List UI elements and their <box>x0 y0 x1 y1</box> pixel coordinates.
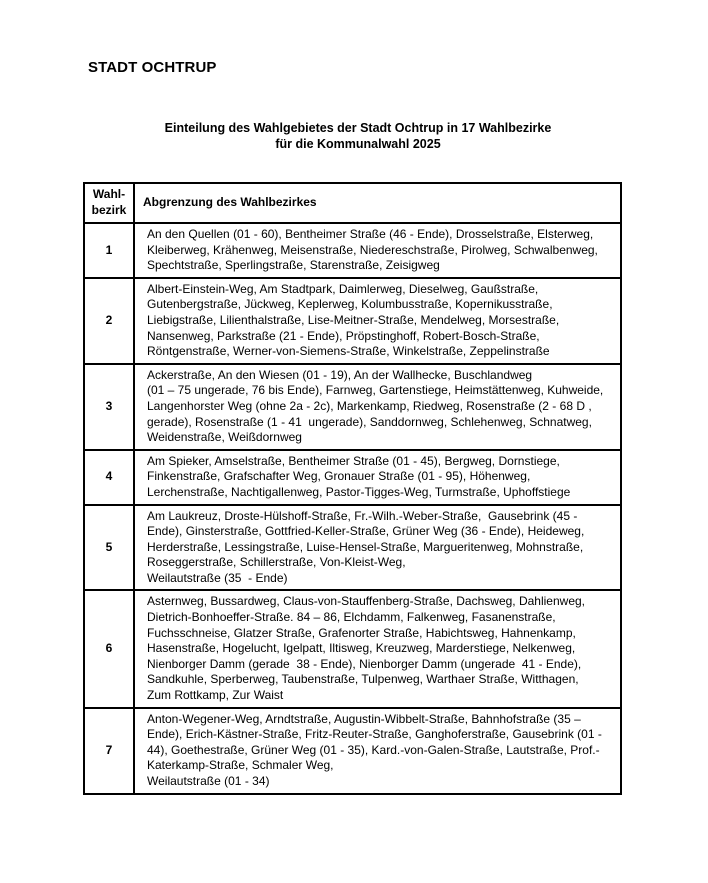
boundary-line: Röntgenstraße, Werner-von-Siemens-Straße, Winkelstraße, Zeppelinstraße <box>147 344 550 359</box>
boundary-line: Kleiberweg, Krähenweg, Meisenstraße, Niedereschstraße, Pirolweg, Schwalbenweg, <box>147 242 598 257</box>
boundary-line: Roseggerstraße, Schillerstraße, Von-Kleist-Weg, <box>147 555 406 570</box>
district-boundary <box>134 505 621 591</box>
table-row <box>84 278 621 364</box>
title-line-1: Einteilung des Wahlgebietes der Stadt Ochtrup in 17 Wahlbezirke <box>164 121 552 135</box>
boundary-line: Weilautstraße (01 - 34) <box>147 774 270 788</box>
boundary-line: (01 – 75 ungerade, 76 bis Ende), Farnweg, Gartenstiege, Heimstättenweg, Kuhweide, <box>147 383 604 398</box>
boundary-line: Ackerstraße, An den Wiesen (01 - 19), An der Wallhecke, Buschlandweg <box>147 367 533 382</box>
table-row <box>84 708 621 794</box>
district-number: 3 <box>84 364 134 450</box>
boundary-line: Finkenstraße, Grafschafter Weg, Gronauer Straße (01 - 95), Höhenweg, <box>147 469 531 484</box>
district-boundary <box>134 708 621 794</box>
boundary-line: Anton-Wegener-Weg, Arndtstraße, Augustin-Wibbelt-Straße, Bahnhofstraße (35 – <box>147 711 581 726</box>
document-title <box>0 120 708 152</box>
district-number: 4 <box>84 450 134 505</box>
table-header-row <box>84 183 621 223</box>
district-boundary <box>134 590 621 707</box>
boundary-line: Spechtstraße, Sperlingstraße, Starenstraße, Zeisigweg <box>147 258 440 273</box>
boundary-line: 44), Goethestraße, Grüner Weg (01 - 35), Kard.-von-Galen-Straße, Lautstraße, Prof.- <box>147 742 600 757</box>
boundary-line: Nienborger Damm (gerade 38 - Ende), Nienborger Damm (ungerade 41 - Ende), <box>147 656 582 671</box>
boundary-line: Weilautstraße (35 - Ende) <box>147 570 288 585</box>
boundary-line: Fuchsschneise, Glatzer Straße, Grafenorter Straße, Habichtsweg, Hahnenkamp, <box>147 625 576 640</box>
boundary-line: Katerkamp-Straße, Schmaler Weg, <box>147 758 334 773</box>
boundary-line: Asternweg, Bussardweg, Claus-von-Stauffenberg-Straße, Dachsweg, Dahlienweg, <box>147 594 585 609</box>
district-boundary <box>134 223 621 278</box>
boundary-line: Albert-Einstein-Weg, Am Stadtpark, Daimlerweg, Dieselweg, Gaußstraße, <box>147 281 539 296</box>
boundary-line: Ende), Ginsterstraße, Gottfried-Keller-Straße, Grüner Weg (36 - Ende), Heideweg, <box>147 524 585 539</box>
boundary-line: Ende), Erich-Kästner-Straße, Fritz-Reuter-Straße, Ganghoferstraße, Gausebrink (01 - <box>147 727 602 742</box>
table-row <box>84 505 621 591</box>
boundary-line: Sandkuhle, Sperberweg, Taubenstraße, Tulpenweg, Warthaer Straße, Witthagen, <box>147 672 579 687</box>
boundary-line: Am Laukreuz, Droste-Hülshoff-Straße, Fr.-Wilh.-Weber-Straße, Gausebrink (45 - <box>147 508 578 523</box>
district-boundary <box>134 278 621 364</box>
table-row <box>84 590 621 707</box>
district-boundary <box>134 364 621 450</box>
boundary-line: Zum Rottkamp, Zur Waist <box>147 688 284 703</box>
boundary-line: Langenhorster Weg (ohne 2a - 2c), Markenkamp, Riedweg, Rosenstraße (2 - 68 D , <box>147 398 592 413</box>
district-number: 7 <box>84 708 134 794</box>
table-row <box>84 223 621 278</box>
district-table <box>83 182 622 795</box>
district-number: 1 <box>84 223 134 278</box>
district-number: 6 <box>84 590 134 707</box>
boundary-line: Am Spieker, Amselstraße, Bentheimer Straße (01 - 45), Bergweg, Dornstiege, <box>147 453 560 468</box>
title-line-2: für die Kommunalwahl 2025 <box>275 137 441 151</box>
boundary-line: An den Quellen (01 - 60), Bentheimer Straße (46 - Ende), Drosselstraße, Elsterweg, <box>147 227 594 241</box>
boundary-line: Hasenstraße, Hogelucht, Igelpatt, Iltisweg, Kreuzweg, Marderstiege, Nelkenweg, <box>147 641 576 656</box>
boundary-line: Gutenbergstraße, Jückweg, Keplerweg, Kolumbusstraße, Kopernikusstraße, <box>147 297 553 312</box>
boundary-line: Herderstraße, Lessingstraße, Luise-Hensel-Straße, Margueritenweg, Mohnstraße, <box>147 539 584 554</box>
boundary-line: Lerchenstraße, Nachtigallenweg, Pastor-Tigges-Weg, Turmstraße, Uphoffstiege <box>147 484 571 499</box>
district-number: 2 <box>84 278 134 364</box>
boundary-line: Nansenweg, Parkstraße (21 - Ende), Pröpstinghoff, Robert-Bosch-Straße, <box>147 328 540 343</box>
boundary-line: Weidenstraße, Weißdornweg <box>147 430 302 445</box>
boundary-line: gerade), Rosenstraße (1 - 41 ungerade), Sanddornweg, Schlehenweg, Schnatweg, <box>147 414 592 429</box>
boundary-line: Liebigstraße, Lilienthalstraße, Lise-Meitner-Straße, Mendelweg, Morsestraße, <box>147 312 560 327</box>
table-row <box>84 364 621 450</box>
district-boundary <box>134 450 621 505</box>
table-row <box>84 450 621 505</box>
city-heading: STADT OCHTRUP <box>88 59 217 76</box>
district-number: 5 <box>84 505 134 591</box>
column-header-district: Wahl- bezirk <box>84 183 134 223</box>
column-header-boundary: Abgrenzung des Wahlbezirkes <box>134 183 621 223</box>
boundary-line: Dietrich-Bonhoeffer-Straße. 84 – 86, Elchdamm, Falkenweg, Fasanenstraße, <box>147 610 556 625</box>
